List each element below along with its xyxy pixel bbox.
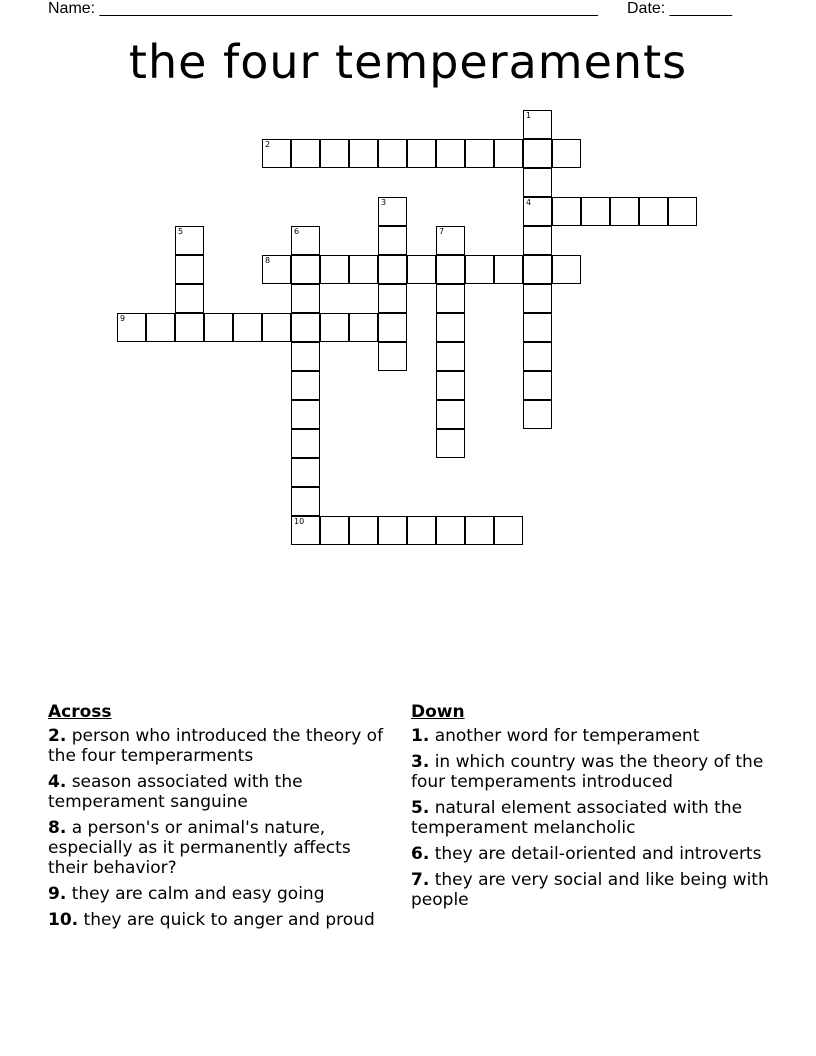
grid-cell[interactable] xyxy=(436,400,465,429)
clue-number: 3. xyxy=(411,752,430,772)
grid-cell[interactable] xyxy=(291,429,320,458)
cell-number: 9 xyxy=(120,314,126,323)
grid-cell[interactable] xyxy=(436,226,465,255)
clue-text: natural element associated with the temperament melancholic xyxy=(411,798,743,838)
clue-down xyxy=(411,844,771,864)
across-clues xyxy=(48,702,393,936)
grid-cell[interactable] xyxy=(668,197,697,226)
grid-cell[interactable] xyxy=(523,197,552,226)
grid-cell[interactable] xyxy=(378,313,407,342)
clue-across xyxy=(48,772,393,812)
clue-text: they are quick to anger and proud xyxy=(83,910,375,930)
grid-cell[interactable] xyxy=(639,197,668,226)
grid-cell[interactable] xyxy=(349,516,378,545)
grid-cell[interactable] xyxy=(581,197,610,226)
grid-cell[interactable] xyxy=(291,284,320,313)
grid-cell[interactable] xyxy=(378,255,407,284)
grid-cell[interactable] xyxy=(291,400,320,429)
clue-number: 2. xyxy=(48,726,67,746)
date-field[interactable]: Date: _______ xyxy=(627,0,732,17)
grid-cell[interactable] xyxy=(523,313,552,342)
grid-cell[interactable] xyxy=(291,226,320,255)
grid-cell[interactable] xyxy=(378,284,407,313)
cell-number: 5 xyxy=(178,227,184,236)
across-heading: Across xyxy=(48,702,112,722)
grid-cell[interactable] xyxy=(552,255,581,284)
grid-cell[interactable] xyxy=(291,255,320,284)
grid-cell[interactable] xyxy=(175,255,204,284)
grid-cell[interactable] xyxy=(436,516,465,545)
grid-cell[interactable] xyxy=(262,255,291,284)
grid-cell[interactable] xyxy=(552,139,581,168)
cell-number: 2 xyxy=(265,140,271,149)
clue-number: 7. xyxy=(411,870,430,890)
grid-cell[interactable] xyxy=(523,255,552,284)
grid-cell[interactable] xyxy=(291,139,320,168)
grid-cell[interactable] xyxy=(291,516,320,545)
grid-cell[interactable] xyxy=(291,487,320,516)
grid-cell[interactable] xyxy=(117,313,146,342)
grid-cell[interactable] xyxy=(291,458,320,487)
grid-cell[interactable] xyxy=(436,255,465,284)
clue-text: in which country was the theory of the four temperaments introduced xyxy=(411,752,764,792)
grid-cell[interactable] xyxy=(349,313,378,342)
clue-number: 10. xyxy=(48,910,79,930)
grid-cell[interactable] xyxy=(465,255,494,284)
grid-cell[interactable] xyxy=(407,255,436,284)
clue-text: they are detail-oriented and introverts xyxy=(434,844,762,864)
grid-cell[interactable] xyxy=(436,342,465,371)
grid-cell[interactable] xyxy=(175,226,204,255)
grid-cell[interactable] xyxy=(378,197,407,226)
down-clues xyxy=(411,702,771,916)
cell-number: 3 xyxy=(381,198,387,207)
grid-cell[interactable] xyxy=(436,371,465,400)
grid-cell[interactable] xyxy=(610,197,639,226)
grid-cell[interactable] xyxy=(465,516,494,545)
cell-number: 7 xyxy=(439,227,445,236)
grid-cell[interactable] xyxy=(320,313,349,342)
clue-text: another word for temperament xyxy=(434,726,700,746)
clue-down xyxy=(411,752,771,792)
grid-cell[interactable] xyxy=(378,342,407,371)
clue-down xyxy=(411,798,771,838)
cell-number: 4 xyxy=(526,198,532,207)
cell-number: 1 xyxy=(526,111,532,120)
grid-cell[interactable] xyxy=(320,255,349,284)
grid-cell[interactable] xyxy=(378,516,407,545)
grid-cell[interactable] xyxy=(523,110,552,139)
page-title: the four temperaments xyxy=(128,35,688,89)
grid-cell[interactable] xyxy=(523,226,552,255)
cell-number: 6 xyxy=(294,227,300,236)
grid-cell[interactable] xyxy=(320,516,349,545)
grid-cell[interactable] xyxy=(378,226,407,255)
clue-number: 9. xyxy=(48,884,67,904)
clue-number: 8. xyxy=(48,818,67,838)
clue-text: person who introduced the theory of the four temperarments xyxy=(48,726,384,766)
grid-cell[interactable] xyxy=(175,313,204,342)
clue-down xyxy=(411,870,771,910)
grid-cell[interactable] xyxy=(523,139,552,168)
clue-number: 6. xyxy=(411,844,430,864)
grid-cell[interactable] xyxy=(407,516,436,545)
grid-cell[interactable] xyxy=(523,284,552,313)
clue-across xyxy=(48,818,393,878)
name-field[interactable]: Name: ________________________________________________________ xyxy=(48,0,598,17)
clue-number: 1. xyxy=(411,726,430,746)
clue-number: 4. xyxy=(48,772,67,792)
clue-text: they are very social and like being with people xyxy=(411,870,769,910)
grid-cell[interactable] xyxy=(262,313,291,342)
grid-cell[interactable] xyxy=(262,139,291,168)
grid-cell[interactable] xyxy=(349,255,378,284)
grid-cell[interactable] xyxy=(494,139,523,168)
clue-text: a person's or animal's nature, especially as it permanently affects their behavior? xyxy=(48,818,351,878)
clue-number: 5. xyxy=(411,798,430,818)
cell-number: 8 xyxy=(265,256,271,265)
grid-cell[interactable] xyxy=(494,255,523,284)
grid-cell[interactable] xyxy=(523,168,552,197)
grid-cell[interactable] xyxy=(494,516,523,545)
grid-cell[interactable] xyxy=(436,313,465,342)
grid-cell[interactable] xyxy=(204,313,233,342)
grid-cell[interactable] xyxy=(291,313,320,342)
grid-cell[interactable] xyxy=(407,139,436,168)
grid-cell[interactable] xyxy=(291,342,320,371)
down-heading: Down xyxy=(411,702,465,722)
cell-number: 10 xyxy=(294,517,305,526)
clue-down xyxy=(411,726,771,746)
grid-cell[interactable] xyxy=(436,429,465,458)
clue-across xyxy=(48,726,393,766)
grid-cell[interactable] xyxy=(523,371,552,400)
grid-cell[interactable] xyxy=(175,284,204,313)
clue-text: they are calm and easy going xyxy=(71,884,325,904)
grid-cell[interactable] xyxy=(233,313,262,342)
grid-cell[interactable] xyxy=(320,139,349,168)
grid-cell[interactable] xyxy=(436,284,465,313)
clue-across xyxy=(48,884,393,904)
grid-cell[interactable] xyxy=(523,342,552,371)
grid-cell[interactable] xyxy=(465,139,494,168)
clue-text: season associated with the temperament sanguine xyxy=(48,772,303,812)
grid-cell[interactable] xyxy=(523,400,552,429)
clue-across xyxy=(48,910,393,930)
grid-cell[interactable] xyxy=(146,313,175,342)
grid-cell[interactable] xyxy=(436,139,465,168)
grid-cell[interactable] xyxy=(378,139,407,168)
grid-cell[interactable] xyxy=(552,197,581,226)
grid-cell[interactable] xyxy=(349,139,378,168)
grid-cell[interactable] xyxy=(291,371,320,400)
